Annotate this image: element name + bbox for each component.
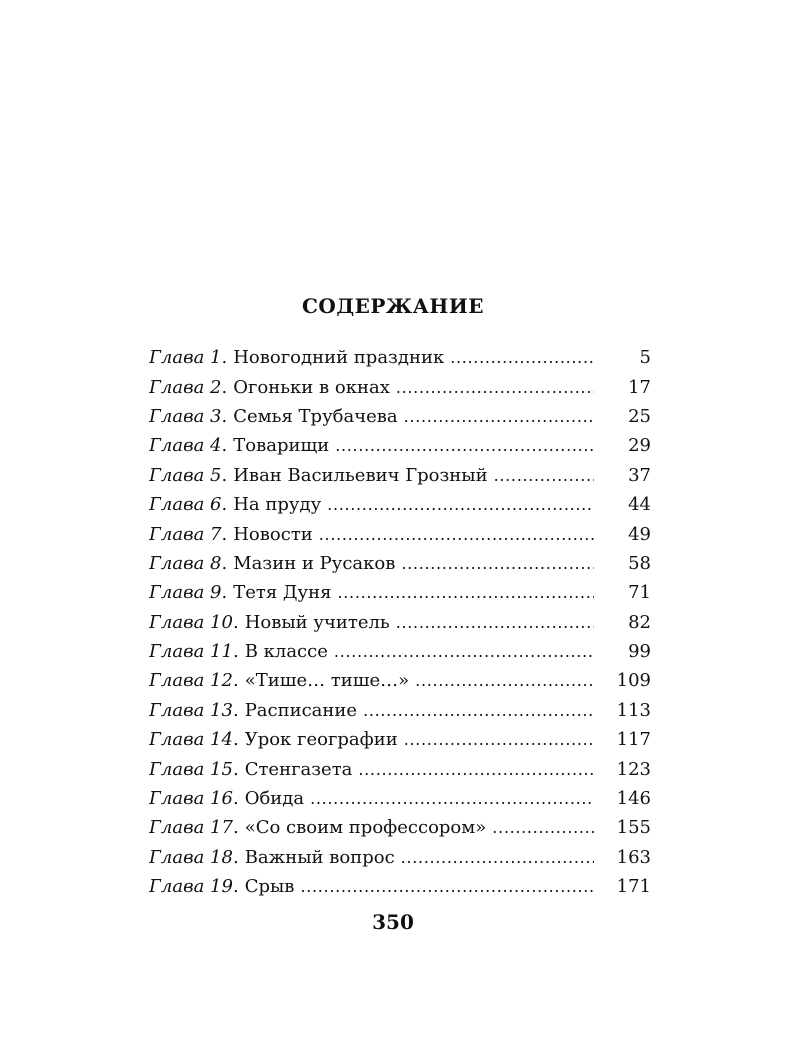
dot-leader	[335, 436, 594, 455]
chapter-label: Глава 12	[149, 670, 233, 692]
toc-row	[149, 813, 651, 842]
toc-entry	[149, 670, 594, 691]
chapter-separator: .	[232, 729, 239, 751]
chapter-separator: .	[221, 435, 228, 457]
toc-entry	[149, 582, 594, 603]
toc-row	[149, 637, 651, 666]
chapter-label: Глава 19	[149, 876, 233, 898]
dot-leader	[319, 525, 594, 544]
dot-leader	[358, 760, 594, 779]
dot-leader	[450, 348, 594, 367]
chapter-separator: .	[232, 846, 239, 868]
chapter-label: Глава 9	[149, 582, 222, 604]
chapter-separator: .	[221, 405, 228, 427]
toc-entry	[149, 406, 594, 427]
toc-entry	[149, 817, 594, 838]
chapter-title: Товарищи	[233, 435, 330, 457]
chapter-separator: .	[232, 699, 239, 721]
table-of-contents	[149, 343, 651, 901]
chapter-title: Огоньки в окнах	[233, 376, 390, 398]
chapter-separator: .	[232, 641, 239, 663]
toc-entry	[149, 641, 594, 662]
chapter-title: Обида	[244, 788, 305, 810]
chapter-title: Срыв	[244, 876, 295, 898]
chapter-page-number: 113	[616, 699, 651, 721]
chapter-page-number: 58	[628, 552, 651, 574]
toc-row	[149, 402, 651, 431]
toc-row	[149, 843, 651, 872]
chapter-title: Тетя Дуня	[233, 582, 332, 604]
chapter-page-number: 117	[616, 729, 651, 751]
chapter-label: Глава 3	[149, 405, 222, 427]
chapter-title: Мазин и Русаков	[233, 552, 396, 574]
chapter-page-number: 71	[628, 582, 651, 604]
chapter-separator: .	[221, 464, 228, 486]
toc-row	[149, 343, 651, 372]
dot-leader	[415, 671, 594, 690]
chapter-title: «Тише… тише…»	[244, 670, 410, 692]
dot-leader	[494, 466, 594, 485]
page-title: СОДЕРЖАНИЕ	[302, 294, 484, 319]
toc-row	[149, 372, 651, 401]
dot-leader	[338, 583, 594, 602]
dot-leader	[396, 613, 594, 632]
chapter-label: Глава 10	[149, 611, 233, 633]
chapter-title: Новости	[233, 523, 313, 545]
chapter-label: Глава 2	[149, 376, 222, 398]
chapter-page-number: 123	[616, 758, 651, 780]
toc-entry	[149, 347, 594, 368]
page-number: 350	[372, 910, 414, 934]
chapter-page-number: 99	[628, 641, 651, 663]
toc-row	[149, 490, 651, 519]
chapter-title: «Со своим профессором»	[244, 817, 487, 839]
dot-leader	[404, 407, 594, 426]
chapter-title: На пруду	[233, 494, 322, 516]
dot-leader	[401, 554, 594, 573]
dot-leader	[363, 701, 594, 720]
chapter-label: Глава 8	[149, 552, 222, 574]
toc-row	[149, 549, 651, 578]
chapter-page-number: 25	[628, 405, 651, 427]
chapter-title: В классе	[244, 641, 328, 663]
chapter-separator: .	[221, 523, 228, 545]
chapter-separator: .	[232, 876, 239, 898]
chapter-separator: .	[232, 788, 239, 810]
chapter-title: Важный вопрос	[244, 846, 395, 868]
toc-row	[149, 872, 651, 901]
chapter-label: Глава 4	[149, 435, 222, 457]
toc-row	[149, 784, 651, 813]
chapter-label: Глава 13	[149, 699, 233, 721]
chapter-title: Семья Трубачева	[233, 405, 398, 427]
toc-row	[149, 666, 651, 695]
toc-entry	[149, 847, 594, 868]
chapter-label: Глава 15	[149, 758, 233, 780]
toc-entry	[149, 435, 594, 456]
toc-row	[149, 431, 651, 460]
chapter-page-number: 17	[628, 376, 651, 398]
chapter-title: Новый учитель	[244, 611, 390, 633]
chapter-separator: .	[232, 758, 239, 780]
toc-row	[149, 608, 651, 637]
dot-leader	[327, 495, 594, 514]
chapter-separator: .	[221, 347, 228, 369]
chapter-title: Иван Васильевич Грозный	[233, 464, 488, 486]
chapter-separator: .	[232, 611, 239, 633]
toc-row	[149, 696, 651, 725]
chapter-label: Глава 16	[149, 788, 233, 810]
chapter-label: Глава 5	[149, 464, 222, 486]
chapter-label: Глава 14	[149, 729, 233, 751]
chapter-page-number: 109	[616, 670, 651, 692]
toc-row	[149, 578, 651, 607]
chapter-page-number: 37	[628, 464, 651, 486]
chapter-separator: .	[221, 494, 228, 516]
toc-row	[149, 754, 651, 783]
chapter-page-number: 44	[628, 494, 651, 516]
chapter-page-number: 49	[628, 523, 651, 545]
chapter-label: Глава 6	[149, 494, 222, 516]
chapter-page-number: 155	[616, 817, 651, 839]
chapter-title: Стенгазета	[244, 758, 353, 780]
dot-leader	[404, 730, 594, 749]
toc-entry	[149, 465, 594, 486]
dot-leader	[300, 877, 594, 896]
toc-entry	[149, 524, 594, 545]
chapter-title: Расписание	[244, 699, 358, 721]
chapter-separator: .	[232, 817, 239, 839]
chapter-label: Глава 7	[149, 523, 222, 545]
toc-entry	[149, 788, 594, 809]
chapter-separator: .	[221, 552, 228, 574]
chapter-label: Глава 17	[149, 817, 233, 839]
toc-entry	[149, 759, 594, 780]
chapter-separator: .	[232, 670, 239, 692]
dot-leader	[396, 378, 594, 397]
toc-entry	[149, 700, 594, 721]
dot-leader	[401, 848, 594, 867]
toc-row	[149, 725, 651, 754]
toc-entry	[149, 612, 594, 633]
chapter-page-number: 82	[628, 611, 651, 633]
chapter-label: Глава 1	[149, 347, 222, 369]
chapter-page-number: 5	[639, 347, 651, 369]
toc-row	[149, 461, 651, 490]
chapter-separator: .	[221, 376, 228, 398]
dot-leader	[492, 818, 594, 837]
chapter-title: Новогодний праздник	[233, 347, 445, 369]
toc-entry	[149, 876, 594, 897]
dot-leader	[334, 642, 594, 661]
chapter-separator: .	[221, 582, 228, 604]
toc-entry	[149, 553, 594, 574]
toc-entry	[149, 377, 594, 398]
chapter-label: Глава 11	[149, 641, 233, 663]
chapter-page-number: 29	[628, 435, 651, 457]
dot-leader	[310, 789, 594, 808]
chapter-page-number: 171	[616, 876, 651, 898]
toc-entry	[149, 729, 594, 750]
chapter-title: Урок географии	[244, 729, 398, 751]
toc-entry	[149, 494, 594, 515]
chapter-page-number: 163	[616, 846, 651, 868]
toc-row	[149, 519, 651, 548]
chapter-page-number: 146	[616, 788, 651, 810]
chapter-label: Глава 18	[149, 846, 233, 868]
